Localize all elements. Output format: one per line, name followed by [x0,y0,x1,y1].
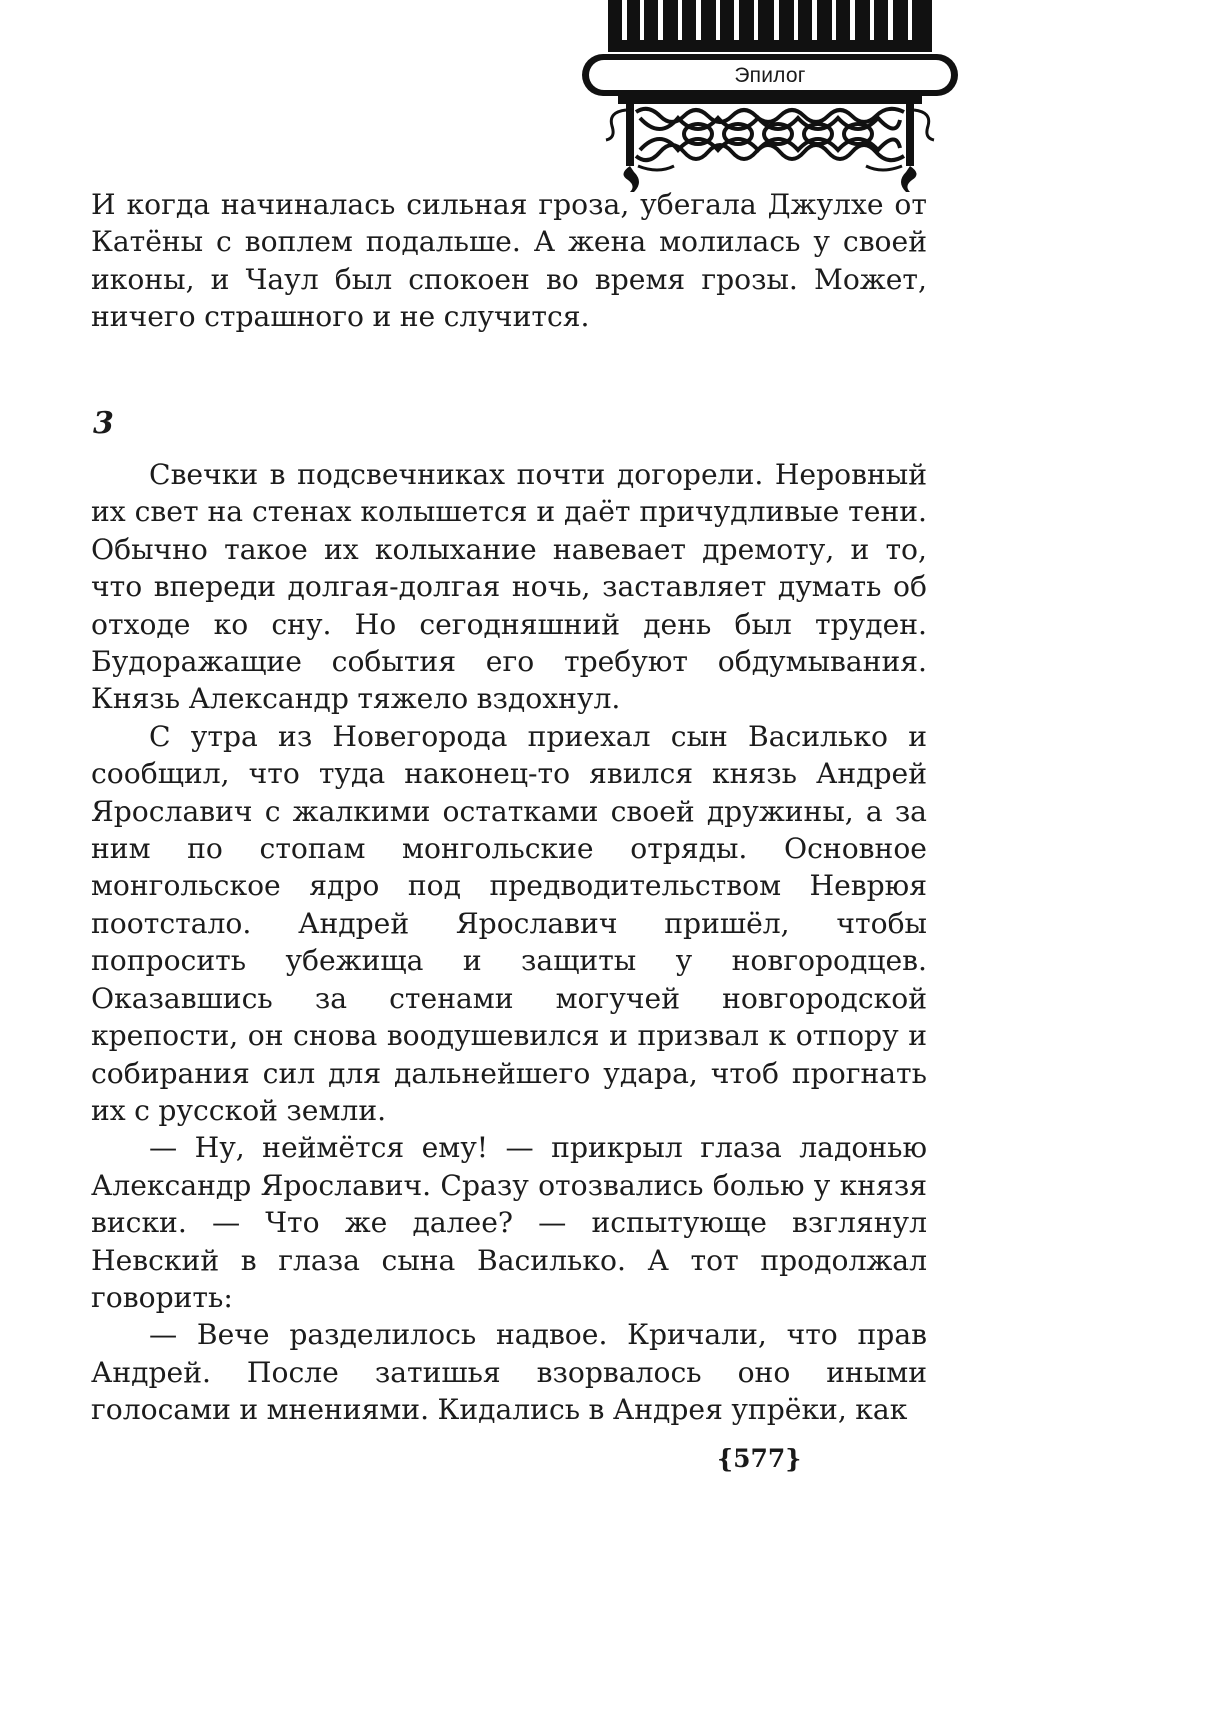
body-paragraph: С утра из Новегорода приехал сын Василько и сообщил, что туда наконец-то явился князь Андрей Ярославич с жалкими остатками своей дружины, а за ним по стопам монгольские отряды. Основное монгольское ядро под предводительством Неврюя поотстало. Андрей Ярославич пришёл, чтобы попросить убежища и защиты у новгородцев. Оказавшись за стенами могучей новгородской крепости, он снова воодушевился и призвал к отпору и собирания сил для дальнейшего удара, чтоб прогнать их с русской земли. [91,719,927,1127]
running-header-ornament [578,0,962,192]
body-paragraph: — Ну, неймётся ему! — прикрыл глаза ладонью Александр Ярославич. Сразу отозвались болью у князя виски. — Что же далее? — испытующе взглянул Невский в глаза сына Василько. А тот продолжал говорить: [91,1131,927,1314]
section-number: 3 [93,406,114,441]
section-text-block [91,456,927,1429]
ornament-frame-graphic [578,0,962,192]
page-number: {577} [717,1444,802,1473]
intro-paragraph: И когда начиналась сильная гроза, убегала Джулхе от Катёны с воплем подальше. А жена молилась у своей иконы, и Чаул был спокоен во время грозы. Может, ничего страшного и не случится. [91,188,927,334]
body-paragraph: — Вече разделилось надвое. Кричали, что прав Андрей. После затишья взорвалось оно иными голосами и мнениями. Кидались в Андрея упрёки, как [91,1318,927,1427]
intro-text-block [91,186,927,336]
chapter-title: Эпилог [734,64,806,87]
body-paragraph: Свечки в подсвечниках почти догорели. Неровный их свет на стенах колышется и даёт причудливые тени. Обычно такое их колыхание навевает дремоту, и то, что впереди долгая-долгая ночь, заставляет думать об отходе ко сну. Но сегодняшний день был труден. Будоражащие события его требуют обдумывания. Князь Александр тяжело вздохнул. [91,458,927,716]
